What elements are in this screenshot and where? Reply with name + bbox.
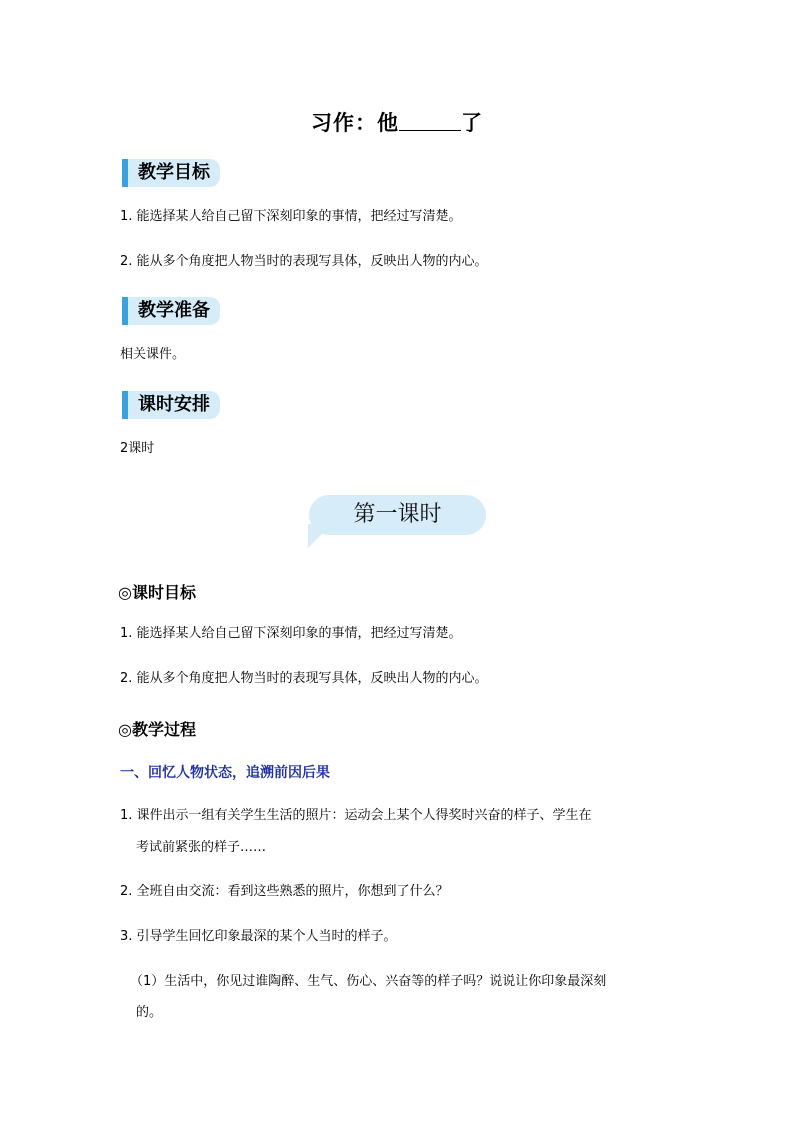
lesson-goals-title: ◎课时目标 — [118, 583, 196, 602]
schedule-heading: 课时安排 — [122, 391, 220, 419]
goals-heading: 教学目标 — [122, 159, 220, 187]
prep-text: 相关课件。 — [120, 347, 186, 362]
goal-item-2: 2. 能从多个角度把人物当时的表现写具体，反映出人物的内心。 — [120, 254, 488, 269]
title-prefix: 习作：他 — [311, 111, 399, 135]
step1-item-2: 2. 全班自由交流：看到这些熟悉的照片，你想到了什么？ — [120, 884, 449, 899]
lesson-goal-item-2: 2. 能从多个角度把人物当时的表现写具体，反映出人物的内心。 — [120, 671, 488, 686]
lesson-goal-item-1: 1. 能选择某人给自己留下深刻印象的事情，把经过写清楚。 — [120, 626, 462, 641]
prep-heading: 教学准备 — [122, 297, 220, 325]
step1-title: 一、回忆人物状态，追溯前因后果 — [120, 765, 330, 781]
title-blank — [399, 110, 461, 131]
title-suffix: 了 — [461, 111, 483, 135]
step1-item-1-cont: 考试前紧张的样子…… — [136, 840, 267, 855]
step1-subitem-1: （1）生活中，你见过谁陶醉、生气、伤心、兴奋等的样子吗？说说让你印象最深刻 — [130, 974, 607, 989]
schedule-text: 2课时 — [120, 441, 155, 456]
process-title: ◎教学过程 — [118, 720, 196, 739]
step1-subitem-1-cont: 的。 — [136, 1005, 163, 1020]
page-title — [0, 107, 794, 137]
goal-item-1: 1. 能选择某人给自己留下深刻印象的事情，把经过写清楚。 — [120, 209, 462, 224]
step1-item-1: 1. 课件出示一组有关学生生活的照片：运动会上某个人得奖时兴奋的样子、学生在 — [120, 808, 592, 823]
step1-item-3: 3. 引导学生回忆印象最深的某个人当时的样子。 — [120, 929, 397, 944]
lesson-bubble: 第一课时 — [309, 495, 486, 535]
